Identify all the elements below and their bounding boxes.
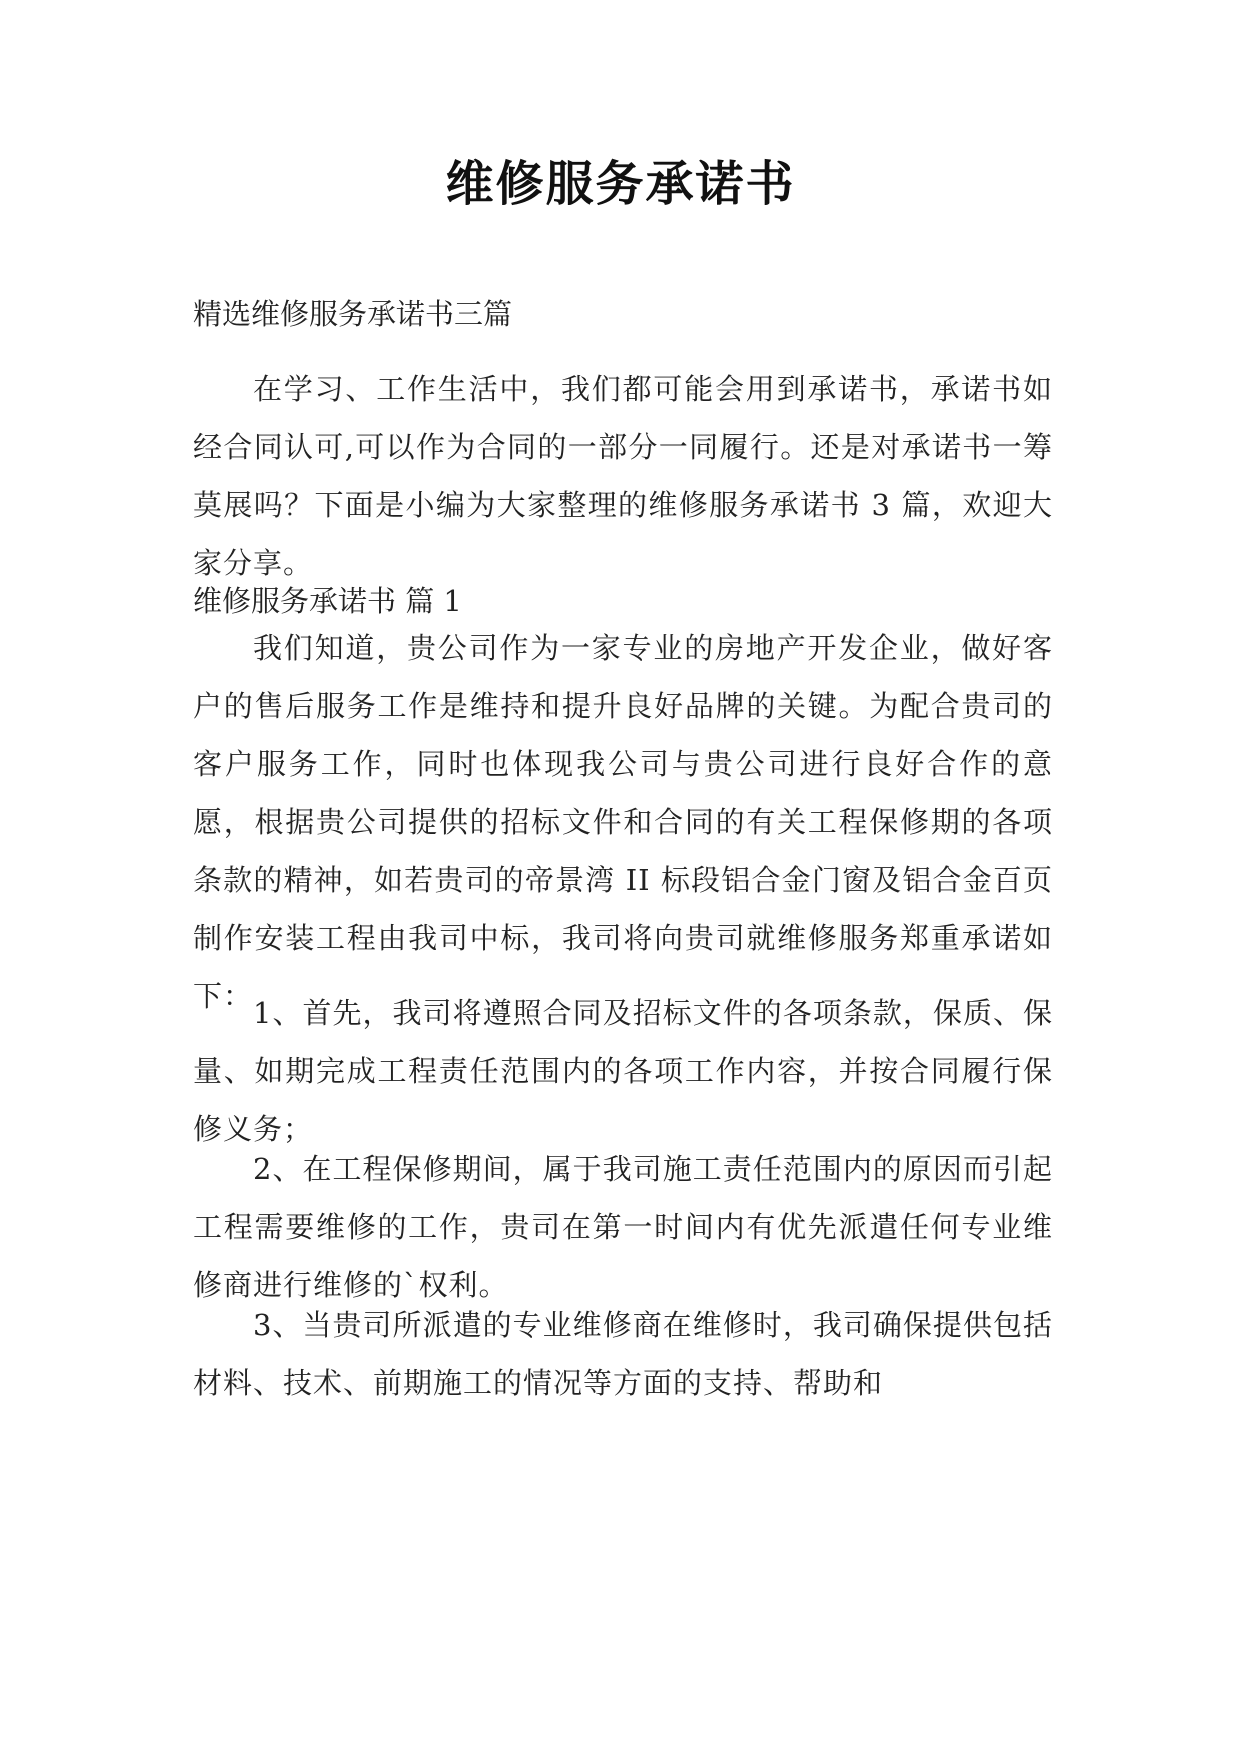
page-title: 维修服务承诺书 [445,156,796,212]
section-heading: 维修服务承诺书 篇 1 [193,584,462,618]
body-paragraph-1: 我们知道，贵公司作为一家专业的房地产开发企业，做好客户的售后服务工作是维持和提升良好品牌的关键。为配合贵司的客户服务工作，同时也体现我公司与贵公司进行良好合作的意愿，根据贵公司提供的招标文件和合同的有关工程保修期的各项条款的精神，如若贵司的帝景湾 II 标段铝合金门窗及铝合金百页制作安装工程由我司中标，我司将向贵司就维修服务郑重承诺如下： [193,631,1053,1013]
body-paragraph-4: 3、当贵司所派遣的专业维修商在维修时，我司确保提供包括材料、技术、前期施工的情况等方面的支持、帮助和 [193,1308,1053,1400]
body-paragraph-2: 1、首先，我司将遵照合同及招标文件的各项条款，保质、保量、如期完成工程责任范围内的各项工作内容，并按合同履行保修义务； [193,996,1053,1146]
document-subtitle: 精选维修服务承诺书三篇 [193,297,513,331]
intro-paragraph: 在学习、工作生活中，我们都可能会用到承诺书，承诺书如经合同认可,可以作为合同的一部分一同履行。还是对承诺书一筹莫展吗？下面是小编为大家整理的维修服务承诺书 3 篇，欢迎大家分享。 [193,372,1053,580]
body-paragraph-3: 2、在工程保修期间，属于我司施工责任范围内的原因而引起工程需要维修的工作，贵司在第一时间内有优先派遣任何专业维修商进行维修的`权利。 [193,1152,1053,1302]
